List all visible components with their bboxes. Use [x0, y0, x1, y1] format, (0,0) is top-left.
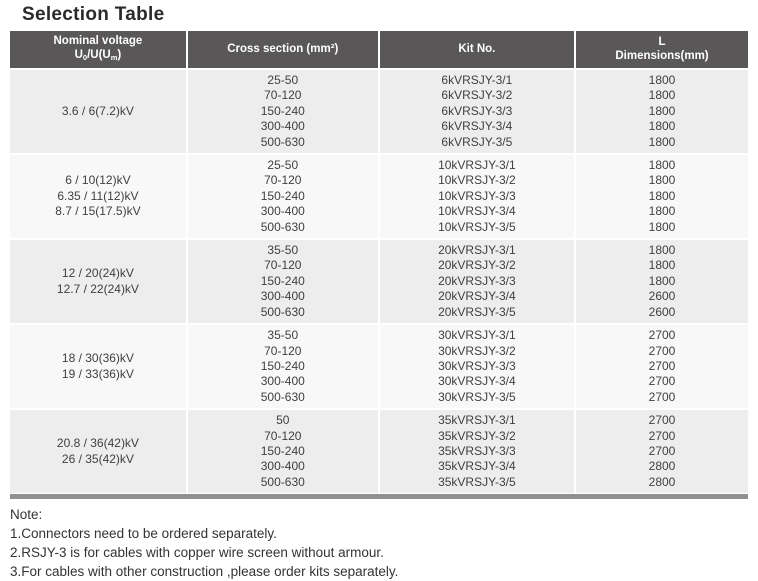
- cell-cross-section-value: 150-240: [260, 103, 305, 118]
- cell-nominal-voltage: [10, 70, 188, 153]
- cell-l-dimension-value: 1800: [648, 103, 676, 118]
- cell-nominal-voltage: [10, 410, 188, 493]
- table-group-row: [10, 153, 748, 238]
- cell-cross-section-value: 70-120: [264, 428, 302, 443]
- cell-nominal-voltage-value: 20.8 / 36(42)kV: [56, 436, 139, 451]
- cell-l-dimension-value: 1800: [648, 204, 676, 219]
- cell-kit-no-value: 6kVRSJY-3/5: [441, 134, 513, 149]
- cell-l-dimension: [576, 240, 748, 323]
- cell-l-dimension-value: 2800: [648, 474, 676, 489]
- cell-kit-no-value: 35kVRSJY-3/5: [438, 474, 516, 489]
- cell-l-dimension: [576, 325, 748, 408]
- cell-kit-no-value: 6kVRSJY-3/2: [441, 88, 513, 103]
- cell-nominal-voltage-value: 8.7 / 15(17.5)kV: [55, 204, 141, 219]
- cell-kit-no-value: 30kVRSJY-3/1: [438, 328, 516, 343]
- cell-kit-no-value: 30kVRSJY-3/2: [438, 343, 516, 358]
- cell-cross-section-value: 35-50: [267, 243, 299, 258]
- note-item: 1.Connectors need to be ordered separately.: [10, 526, 277, 542]
- header-dimensions-label: Dimensions(mm): [615, 49, 709, 62]
- cell-cross-section-value: 25-50: [267, 73, 299, 87]
- cell-kit-no-value: 10kVRSJY-3/2: [438, 173, 516, 188]
- cell-kit-no: [380, 240, 576, 323]
- cell-l-dimension-value: 1800: [648, 188, 676, 203]
- cell-l-dimension-value: 2700: [648, 358, 676, 373]
- cell-l-dimension-value: 2800: [648, 459, 676, 474]
- cell-l-dimension-value: 1800: [648, 119, 676, 134]
- cell-l-dimension-value: 1800: [648, 134, 676, 149]
- cell-l-dimension-value: 1800: [648, 243, 676, 258]
- cell-l-dimension-value: 1800: [648, 258, 676, 273]
- cell-cross-section-value: 500-630: [260, 304, 305, 319]
- cell-cross-section: [188, 240, 380, 323]
- cell-kit-no: [380, 325, 576, 408]
- header-nominal-voltage-label: Nominal voltage: [53, 35, 143, 47]
- cell-nominal-voltage: [10, 240, 188, 323]
- cell-cross-section-value: 50: [276, 413, 290, 428]
- header-kit-no: [380, 31, 576, 68]
- cell-cross-section-value: 500-630: [260, 389, 305, 404]
- cell-kit-no-value: 10kVRSJY-3/4: [438, 204, 516, 219]
- cell-nominal-voltage: [10, 325, 188, 408]
- cell-cross-section-value: 70-120: [264, 173, 302, 188]
- cell-l-dimension-value: 1800: [648, 88, 676, 103]
- cell-kit-no-value: 10kVRSJY-3/1: [438, 158, 516, 173]
- cell-l-dimension: [576, 70, 748, 153]
- cell-kit-no: [380, 70, 576, 153]
- cell-kit-no-value: 35kVRSJY-3/4: [438, 459, 516, 474]
- cell-nominal-voltage-value: 12.7 / 22(24)kV: [56, 281, 139, 296]
- cell-nominal-voltage-value: 3.6 / 6(7.2)kV: [61, 103, 134, 118]
- header-cross-section-label: Cross section (mm²): [227, 42, 339, 55]
- cell-nominal-voltage: [10, 155, 188, 238]
- cell-kit-no-value: 35kVRSJY-3/1: [438, 413, 516, 428]
- cell-kit-no-value: 6kVRSJY-3/3: [441, 103, 513, 118]
- cell-cross-section-value: 70-120: [264, 343, 302, 358]
- cell-l-dimension-value: 1800: [648, 273, 676, 288]
- cell-cross-section-value: 150-240: [260, 443, 305, 458]
- cell-nominal-voltage-value: 19 / 33(36)kV: [61, 366, 134, 381]
- cell-nominal-voltage-value: 12 / 20(24)kV: [61, 266, 134, 281]
- table-group-row: [10, 323, 748, 408]
- notes-heading: Note:: [10, 507, 43, 523]
- table-bottom-border: [10, 493, 748, 499]
- notes-section: [10, 505, 758, 581]
- cell-cross-section: [188, 155, 380, 238]
- cell-kit-no: [380, 410, 576, 493]
- cell-kit-no-value: 30kVRSJY-3/3: [438, 358, 516, 373]
- cell-cross-section-value: 300-400: [260, 459, 305, 474]
- cell-kit-no-value: 20kVRSJY-3/1: [438, 243, 516, 258]
- cell-cross-section: [188, 70, 380, 153]
- cell-cross-section-value: 300-400: [260, 289, 305, 304]
- cell-l-dimension-value: 2700: [648, 413, 676, 428]
- header-l-dimensions: [576, 31, 748, 68]
- cell-nominal-voltage-value: 18 / 30(36)kV: [61, 351, 134, 366]
- cell-l-dimension-value: 2700: [648, 443, 676, 458]
- header-cross-section: [188, 31, 380, 68]
- cell-cross-section-value: 300-400: [260, 119, 305, 134]
- cell-cross-section-value: 70-120: [264, 258, 302, 273]
- cell-l-dimension-value: 1800: [648, 73, 676, 87]
- cell-l-dimension-value: 1800: [648, 219, 676, 234]
- cell-cross-section-value: 500-630: [260, 474, 305, 489]
- cell-l-dimension: [576, 410, 748, 493]
- cell-cross-section: [188, 325, 380, 408]
- cell-nominal-voltage-value: 26 / 35(42)kV: [61, 451, 134, 466]
- cell-kit-no-value: 35kVRSJY-3/2: [438, 428, 516, 443]
- cell-l-dimension: [576, 155, 748, 238]
- cell-cross-section-value: 500-630: [260, 219, 305, 234]
- table-body: [10, 68, 748, 493]
- cell-l-dimension-value: 2700: [648, 374, 676, 389]
- table-header-row: [10, 31, 748, 68]
- cell-cross-section-value: 70-120: [264, 88, 302, 103]
- cell-kit-no-value: 6kVRSJY-3/1: [441, 73, 513, 87]
- cell-l-dimension-value: 1800: [648, 158, 676, 173]
- table-group-row: [10, 408, 748, 493]
- cell-l-dimension-value: 2700: [648, 343, 676, 358]
- cell-kit-no-value: 6kVRSJY-3/4: [441, 119, 513, 134]
- cell-kit-no-value: 20kVRSJY-3/4: [438, 289, 516, 304]
- header-voltage-symbol: $U_0/U(U_m)$: [74, 48, 122, 62]
- cell-l-dimension-value: 2700: [648, 428, 676, 443]
- page-title: Selection Table: [22, 4, 165, 25]
- cell-l-dimension-value: 2700: [648, 328, 676, 343]
- cell-kit-no-value: 10kVRSJY-3/5: [438, 219, 516, 234]
- cell-kit-no-value: 20kVRSJY-3/2: [438, 258, 516, 273]
- cell-cross-section-value: 300-400: [260, 374, 305, 389]
- selection-table: [10, 31, 748, 499]
- cell-cross-section-value: 300-400: [260, 204, 305, 219]
- header-kit-no-label: Kit No.: [458, 42, 496, 55]
- table-group-row: [10, 238, 748, 323]
- cell-cross-section-value: 35-50: [267, 328, 299, 343]
- cell-l-dimension-value: 1800: [648, 173, 676, 188]
- cell-kit-no: [380, 155, 576, 238]
- header-nominal-voltage: [10, 31, 188, 68]
- note-item: 2.RSJY-3 is for cables with copper wire screen without armour.: [10, 545, 384, 561]
- note-item: 3.For cables with other construction ,please order kits separately.: [10, 564, 399, 580]
- cell-kit-no-value: 35kVRSJY-3/3: [438, 443, 516, 458]
- cell-cross-section: [188, 410, 380, 493]
- cell-cross-section-value: 150-240: [260, 273, 305, 288]
- cell-kit-no-value: 30kVRSJY-3/5: [438, 389, 516, 404]
- cell-cross-section-value: 150-240: [260, 358, 305, 373]
- cell-l-dimension-value: 2600: [648, 289, 676, 304]
- cell-cross-section-value: 25-50: [267, 158, 299, 173]
- table-group-row: [10, 68, 748, 153]
- cell-kit-no-value: 10kVRSJY-3/3: [438, 188, 516, 203]
- cell-kit-no-value: 20kVRSJY-3/5: [438, 304, 516, 319]
- header-l-label: L: [658, 36, 666, 48]
- cell-l-dimension-value: 2600: [648, 304, 676, 319]
- cell-l-dimension-value: 2700: [648, 389, 676, 404]
- cell-cross-section-value: 500-630: [260, 134, 305, 149]
- cell-kit-no-value: 20kVRSJY-3/3: [438, 273, 516, 288]
- cell-nominal-voltage-value: 6.35 / 11(12)kV: [57, 188, 139, 203]
- cell-cross-section-value: 150-240: [260, 188, 305, 203]
- cell-kit-no-value: 30kVRSJY-3/4: [438, 374, 516, 389]
- cell-nominal-voltage-value: 6 / 10(12)kV: [65, 173, 131, 188]
